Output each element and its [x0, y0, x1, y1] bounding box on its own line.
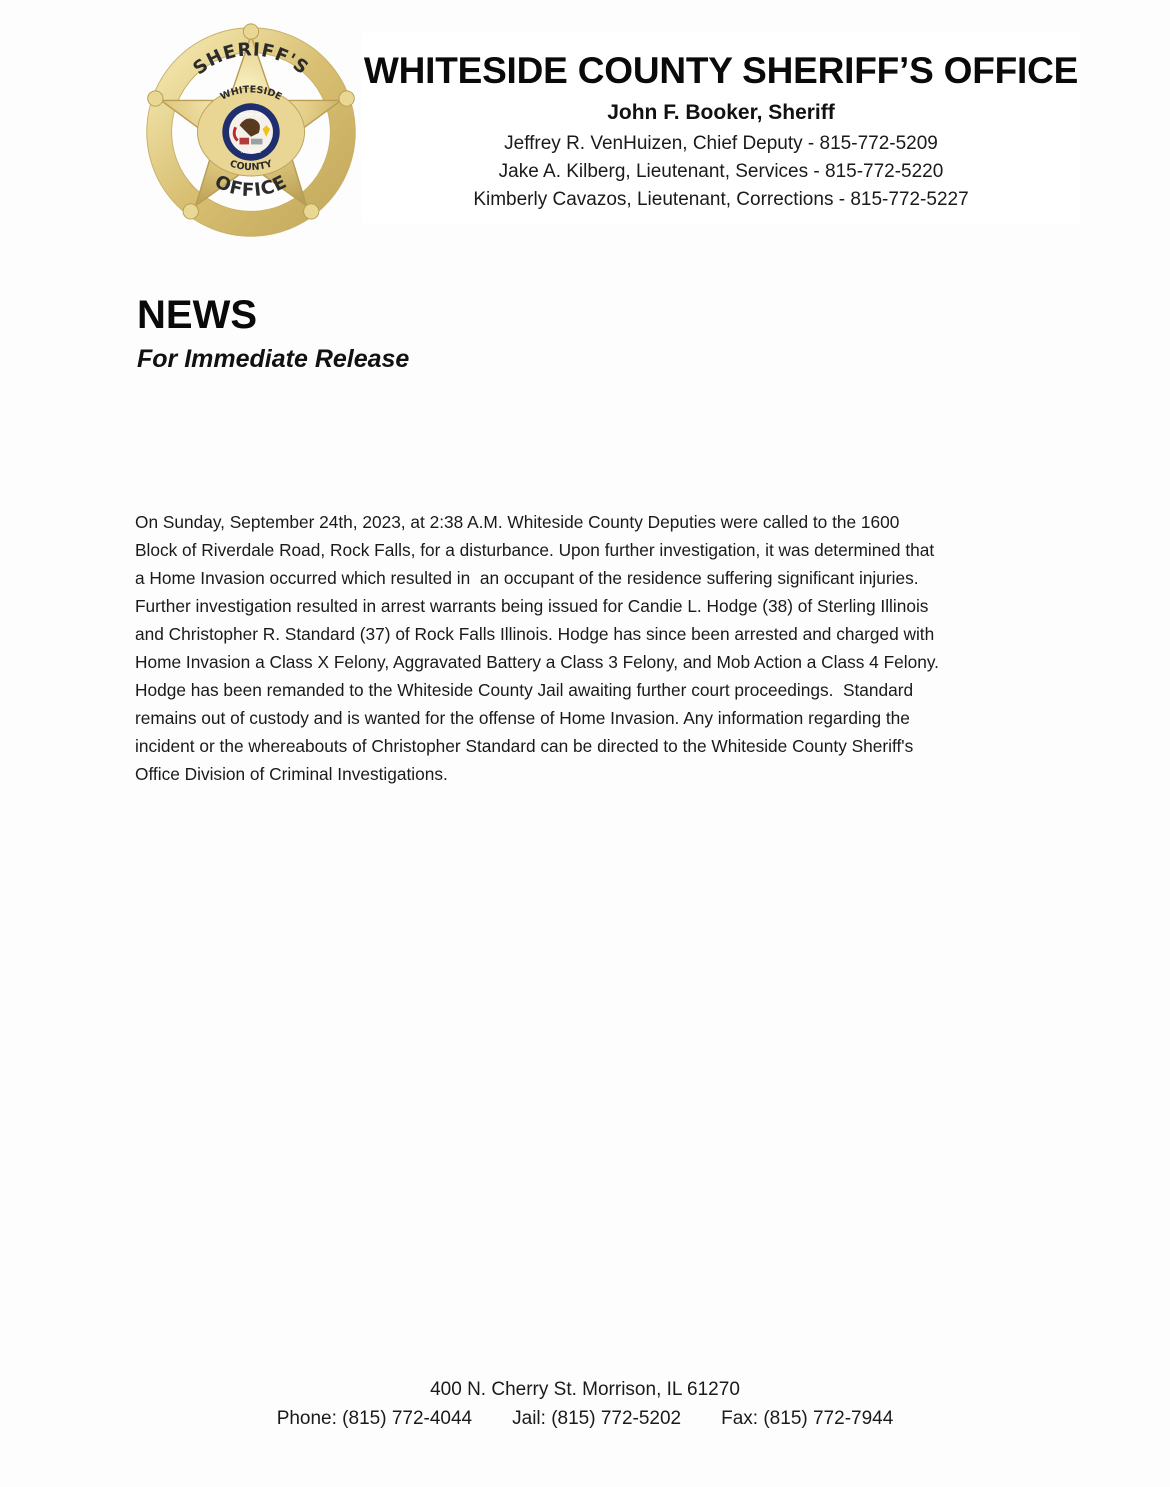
- body-line: and Christopher R. Standard (37) of Rock Falls Illinois. Hodge has since been arrested and charged with: [135, 624, 935, 644]
- body-line: a Home Invasion occurred which resulted in an occupant of the residence suffering significant injuries.: [135, 568, 919, 588]
- sheriff-name: John F. Booker, Sheriff: [607, 101, 835, 124]
- staff-contact: Jeffrey R. VenHuizen, Chief Deputy - 815-772-5209: [504, 133, 938, 154]
- organization-title: WHITESIDE COUNTY SHERIFF’S OFFICE: [363, 50, 1079, 91]
- footer-address: 400 N. Cherry St. Morrison, IL 61270: [430, 1379, 740, 1400]
- footer-contacts: [0, 1404, 1170, 1433]
- seal-top-text: STATE OF: [239, 113, 263, 119]
- body-line: Hodge has been remanded to the Whiteside County Jail awaiting further court proceedings. Standard: [135, 680, 914, 700]
- badge-top-text: SHERIFF'S: [189, 39, 313, 80]
- body-line: Block of Riverdale Road, Rock Falls, for a disturbance. Upon further investigation, it was determined that: [135, 540, 935, 560]
- body-line: Home Invasion a Class X Felony, Aggravated Battery a Class 3 Felony, and Mob Action a Class 4 Felony.: [135, 652, 939, 672]
- footer-phone: Phone: (815) 772-4044: [276, 1408, 473, 1429]
- staff-contact-list: [362, 130, 1080, 214]
- body-line: Office Division of Criminal Investigations.: [135, 764, 448, 784]
- sheriff-badge-logo: [134, 22, 368, 242]
- badge-lower-text: COUNTY: [228, 158, 274, 174]
- badge-bottom-text: OFFICE: [211, 171, 291, 202]
- press-release-body: [135, 508, 1035, 788]
- body-line: Further investigation resulted in arrest warrants being issued for Candie L. Hodge (38) of Sterling Illinois: [135, 596, 929, 616]
- footer-jail: Jail: (815) 772-5202: [512, 1408, 682, 1429]
- seal-bottom-text: ILLINOIS: [241, 150, 261, 156]
- staff-contact: Jake A. Kilberg, Lieutenant, Services - 815-772-5220: [498, 161, 944, 182]
- footer: [0, 1375, 1170, 1433]
- news-heading: NEWS: [137, 293, 257, 337]
- footer-fax: Fax: (815) 772-7944: [721, 1408, 894, 1429]
- body-line: On Sunday, September 24th, 2023, at 2:38 A.M. Whiteside County Deputies were called to the 1600: [135, 512, 900, 532]
- body-line: remains out of custody and is wanted for the offense of Home Invasion. Any information regarding the: [135, 708, 910, 728]
- body-line: incident or the whereabouts of Christopher Standard can be directed to the Whiteside County Sheriff's: [135, 736, 914, 756]
- badge-mid-text: WHITESIDE: [218, 84, 284, 103]
- release-tag: For Immediate Release: [137, 345, 410, 373]
- staff-contact: Kimberly Cavazos, Lieutenant, Corrections - 815-772-5227: [473, 189, 969, 210]
